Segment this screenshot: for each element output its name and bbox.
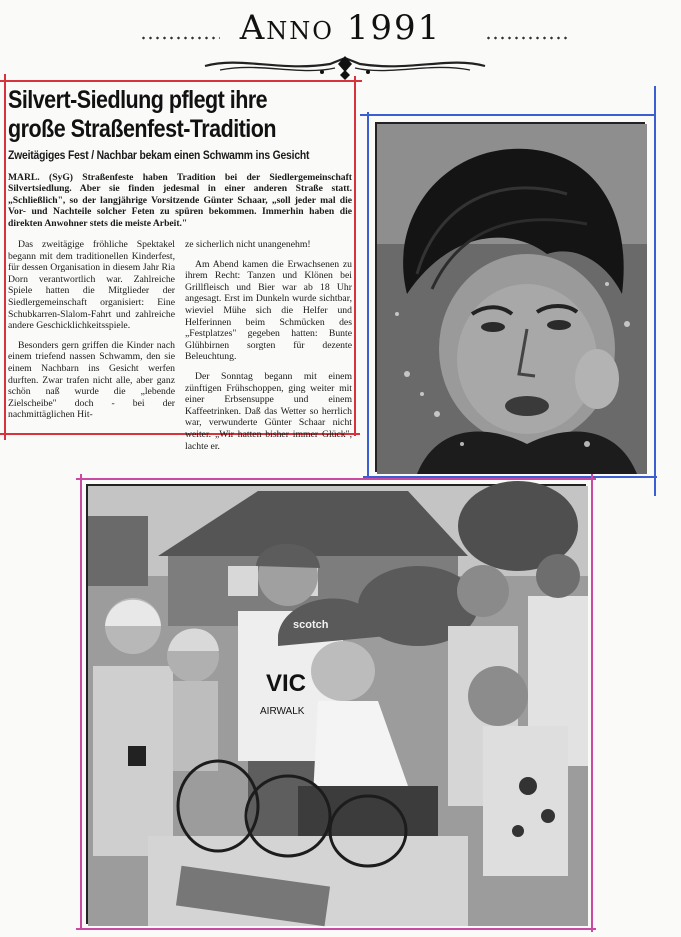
- red-rule-top: [0, 80, 362, 82]
- shirt-logo: VIC: [266, 670, 307, 697]
- shirt-logo-sub: AIRWALK: [260, 706, 305, 717]
- pink-rule-top: [76, 478, 596, 480]
- paragraph: Der Sonntag begann mit einem zünftigen Frühschoppen, ging weiter mit einer Erbsensuppe und einem Kaffeetrinken. Daß das Wetter so herrlich war, verwunderte Günter Schaar nicht weiter. „Wir hatten bisher immer Glück", lachte er.: [185, 370, 352, 452]
- headline-line-2: große Straßenfest-Tradition: [8, 115, 276, 143]
- pink-rule-right: [591, 474, 593, 932]
- newspaper-article: [8, 86, 352, 452]
- photo-wet-face: [375, 122, 645, 472]
- cap-logo: scotch: [293, 619, 329, 631]
- blue-rule-top: [360, 114, 656, 116]
- paragraph: Das zweitägige fröhliche Spektakel begann mit dem traditionellen Kinderfest, für dessen Organisation in diesem Jahr Ria Dorn verantwortlich war. Zahlreiche Spiele hatten die Mitglieder der Siedlergemeinschaft organisiert: Eine Schubkarren-Slalom-Fahrt und zahlreiche andere Geschicklichkeitsspiele.: [8, 239, 175, 332]
- page-title: Anno 1991: [239, 8, 442, 48]
- red-rule-left: [4, 74, 6, 440]
- ornament-dots-left: [140, 36, 220, 40]
- pink-rule-bottom: [76, 928, 596, 930]
- pink-rule-left: [80, 474, 82, 930]
- blue-rule-right: [654, 86, 656, 496]
- paragraph: Am Abend kamen die Erwachsenen zu ihrem Recht: Tanzen und Klönen bei Grillfleisch und Bier war ab 18 Uhr angesagt. Erst im Dunkeln wurde sichtbar, wieviel Mühe sich die Helfer und Helferinnen beim Schmücken des „Festplatzes" gegeben hatten: Bunte Glühbirnen sorgten für dezente Beleuchtung.: [185, 258, 352, 363]
- red-rule-right: [354, 76, 356, 436]
- headline-line-1: Silvert-Siedlung pflegt ihre: [8, 86, 268, 114]
- article-subheadline: Zweitägiges Fest / Nachbar bekam einen Schwamm ins Gesicht: [8, 150, 310, 162]
- article-column-2: [185, 239, 352, 460]
- ornament-dots-right: [485, 36, 570, 40]
- article-columns: [8, 239, 352, 460]
- paragraph: ze sicherlich nicht unangenehm!: [185, 239, 311, 251]
- article-column-1: [8, 239, 175, 460]
- article-lead: MARL. (SyG) Straßenfeste haben Tradition bei der Siedlergemeinschaft Silvertsiedlung. Aber sie finden jedesmal in einer anderen Straße statt. „Schließlich", so der langjährige Vorsitzende Günter Schaar, „soll jeder mal die Vor- und Nachteile solcher Feten zu spüren bekommen. Immerhin haben die direkten Anwohner stets die meiste Arbeit.": [8, 172, 352, 229]
- paragraph: Besonders gern griffen die Kinder nach einem triefend nassen Schwamm, den sie einem Nachbarn ins Gesicht werfen durften. Zwar trafen nicht alle, aber ganz schön naß wurde die „lebende Zielscheibe" doch - bei der nachmittäglichen Hit-: [8, 339, 175, 421]
- photo-children-festival: [86, 484, 586, 924]
- blue-rule-left: [367, 112, 369, 478]
- flourish-ornament: [200, 54, 490, 80]
- article-headline: [8, 86, 352, 144]
